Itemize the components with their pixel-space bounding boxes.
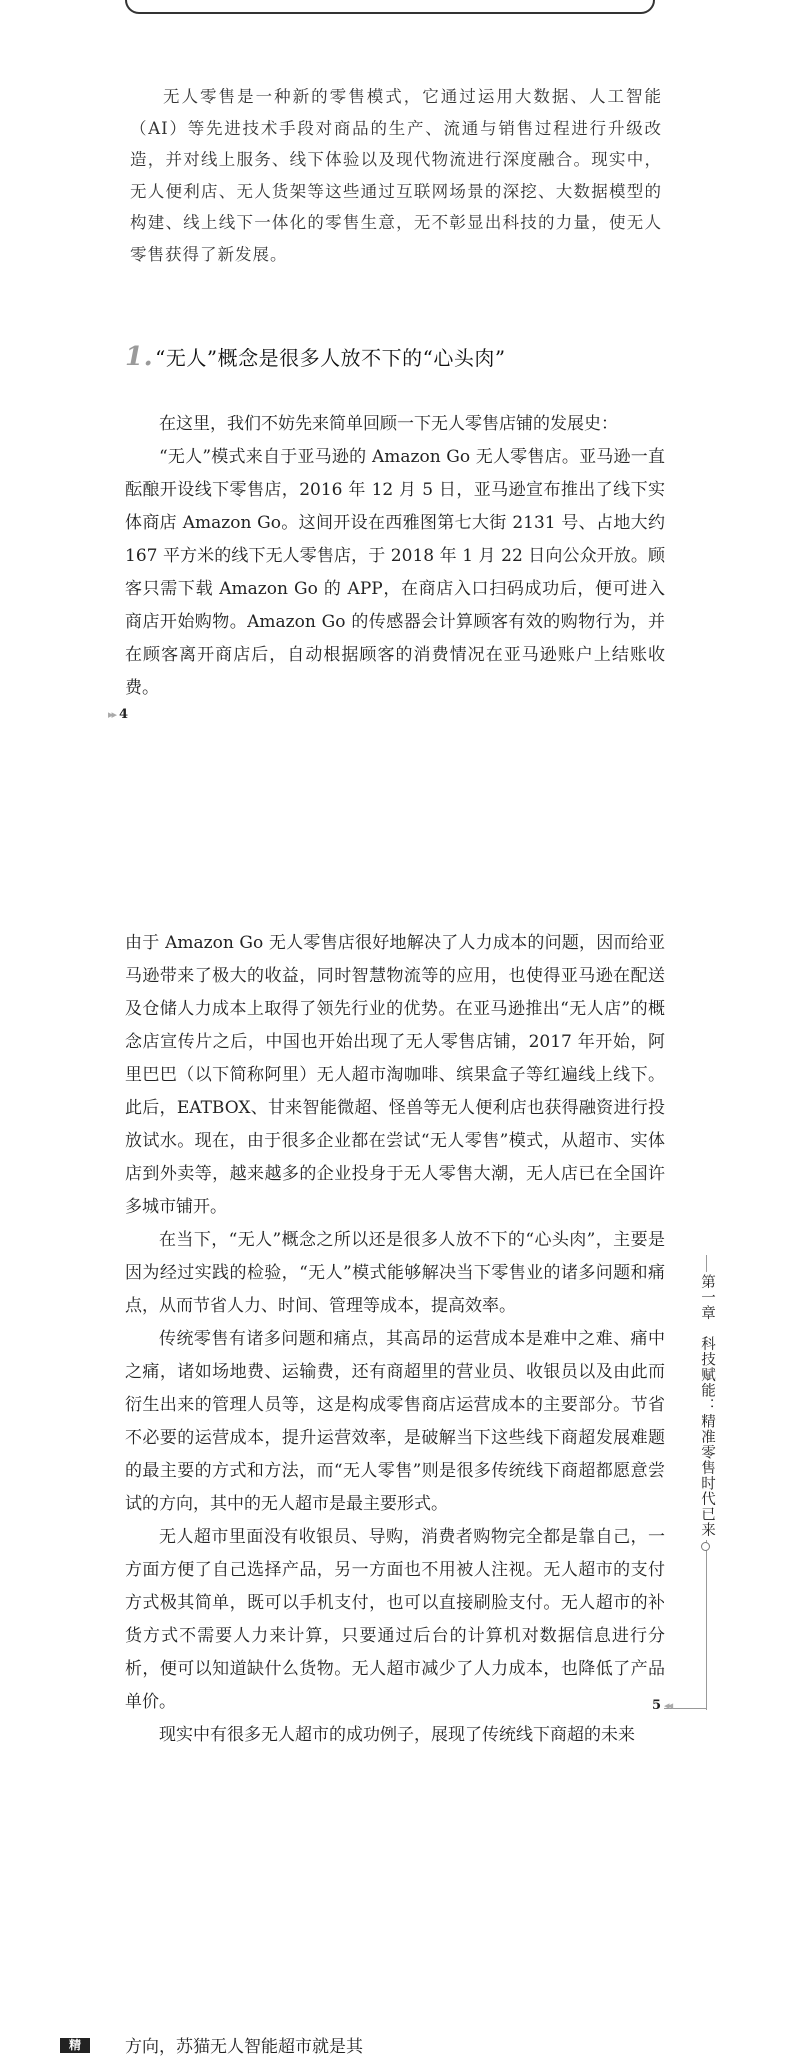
folio-arrow-icon: ▸▸: [108, 708, 116, 721]
page-number-label: 4: [119, 707, 129, 722]
section-title: “无人”概念是很多人放不下的“心头肉”: [155, 346, 506, 370]
folio-arrow-icon: ◂◂: [664, 1699, 672, 1712]
next-page-first-line: 方向，苏猫无人智能超市就是其: [125, 2037, 363, 2057]
next-page-tab-label: 精: [68, 2038, 81, 2052]
paragraph: 传统零售有诸多问题和痛点，其高昂的运营成本是难中之难、痛中之痛，诸如场地费、运输费，还有商超里的营业员、收银员以及由此而衍生出来的管理人员等，这是构成零售商店运营成本的主要部分。节省不必要的运营成本，提升运营效率，是破解当下这些线下商超发展难题的最主要的方式和方法，而“无人零售”则是很多传统线下商超都愿意尝试的方向，其中的无人超市是最主要形式。: [125, 1329, 665, 1514]
intro-paragraph: 无人零售是一种新的零售模式，它通过运用大数据、人工智能（AI）等先进技术手段对商品的生产、流通与销售过程进行升级改造，并对线上服务、线下体验以及现代物流进行深度融合。现实中，无人便利店、无人货架等这些通过互联网场景的深挖、大数据模型的构建、线上线下一体化的零售生意，无不彰显出科技的力量，使无人零售获得了新发展。: [130, 87, 662, 264]
paragraph: “无人”模式来自于亚马逊的 Amazon Go 无人零售店。亚马逊一直酝酿开设线下零售店，2016 年 12 月 5 日，亚马逊宣布推出了线下实体商店 Amazon Go。这间开设在西雅图第七大街 2131 号、占地大约 167 平方米的线下无人零售店，于 2018 年 1 月 22 日向公众开放。顾客只需下载 Amazon Go 的 APP，在商店入口扫码成功后，便可进入商店开始购物。Amazon Go 的传感器会计算顾客有效的购物行为，并在顾客离开商店后，自动根据顾客的消费情况在亚马逊账户上结账收费。: [125, 447, 665, 698]
section-heading: [125, 342, 506, 372]
body-text-page-5: [125, 927, 665, 1752]
intro-block: [130, 81, 662, 270]
paragraph: 在当下，“无人”概念之所以还是很多人放不下的“心头肉”，主要是因为经过实践的检验，“无人”模式能够解决当下零售业的诸多问题和痛点，从而节省人力、时间、管理等成本，提高效率。: [125, 1230, 665, 1316]
page-number-5: [652, 1698, 671, 1713]
continued-paragraph: 由于 Amazon Go 无人零售店很好地解决了人力成本的问题，因而给亚马逊带来了极大的收益，同时智慧物流等的应用，也使得亚马逊在配送及仓储人力成本上取得了领先行业的优势。在亚马逊推出“无人店”的概念店宣传片之后，中国也开始出现了无人零售店铺，2017 年开始，阿里巴巴（以下简称阿里）无人超市淘咖啡、缤果盒子等红遍线上线下。此后，EATBOX、甘来智能微超、怪兽等无人便利店也获得融资进行投放试水。现在，由于很多企业都在尝试“无人零售”模式，从超市、实体店到外卖等，越来越多的企业投身于无人零售大潮，无人店已在全国许多城市铺开。: [125, 933, 665, 1217]
paragraph: 现实中有很多无人超市的成功例子，展现了传统线下商超的未来: [159, 1725, 635, 1745]
paragraph: 在这里，我们不妨先来简单回顾一下无人零售店铺的发展史：: [159, 414, 618, 434]
paragraph: 无人超市里面没有收银员、导购，消费者购物完全都是靠自己，一方面方便了自己选择产品，另一方面也不用被人注视。无人超市的支付方式极其简单，既可以手机支付，也可以直接刷脸支付。无人超市的补货方式不需要人力来计算，只要通过后台的计算机对数据信息进行分析，便可以知道缺什么货物。无人超市减少了人力成本，也降低了产品单价。: [125, 1527, 665, 1712]
page-5: [0, 900, 790, 2057]
running-chapter-label: 第一章 科技赋能：精准零售时代已来: [699, 1274, 715, 1538]
next-page-tab: [60, 2038, 90, 2053]
chapter-title-box: [125, 0, 655, 14]
page-4: [0, 0, 790, 900]
page-number-4: [108, 707, 128, 722]
side-circle-icon: [701, 1542, 710, 1551]
section-number: 1.: [125, 342, 154, 372]
page-number-label: 5: [652, 1698, 662, 1713]
body-text-page-4: [125, 408, 665, 705]
